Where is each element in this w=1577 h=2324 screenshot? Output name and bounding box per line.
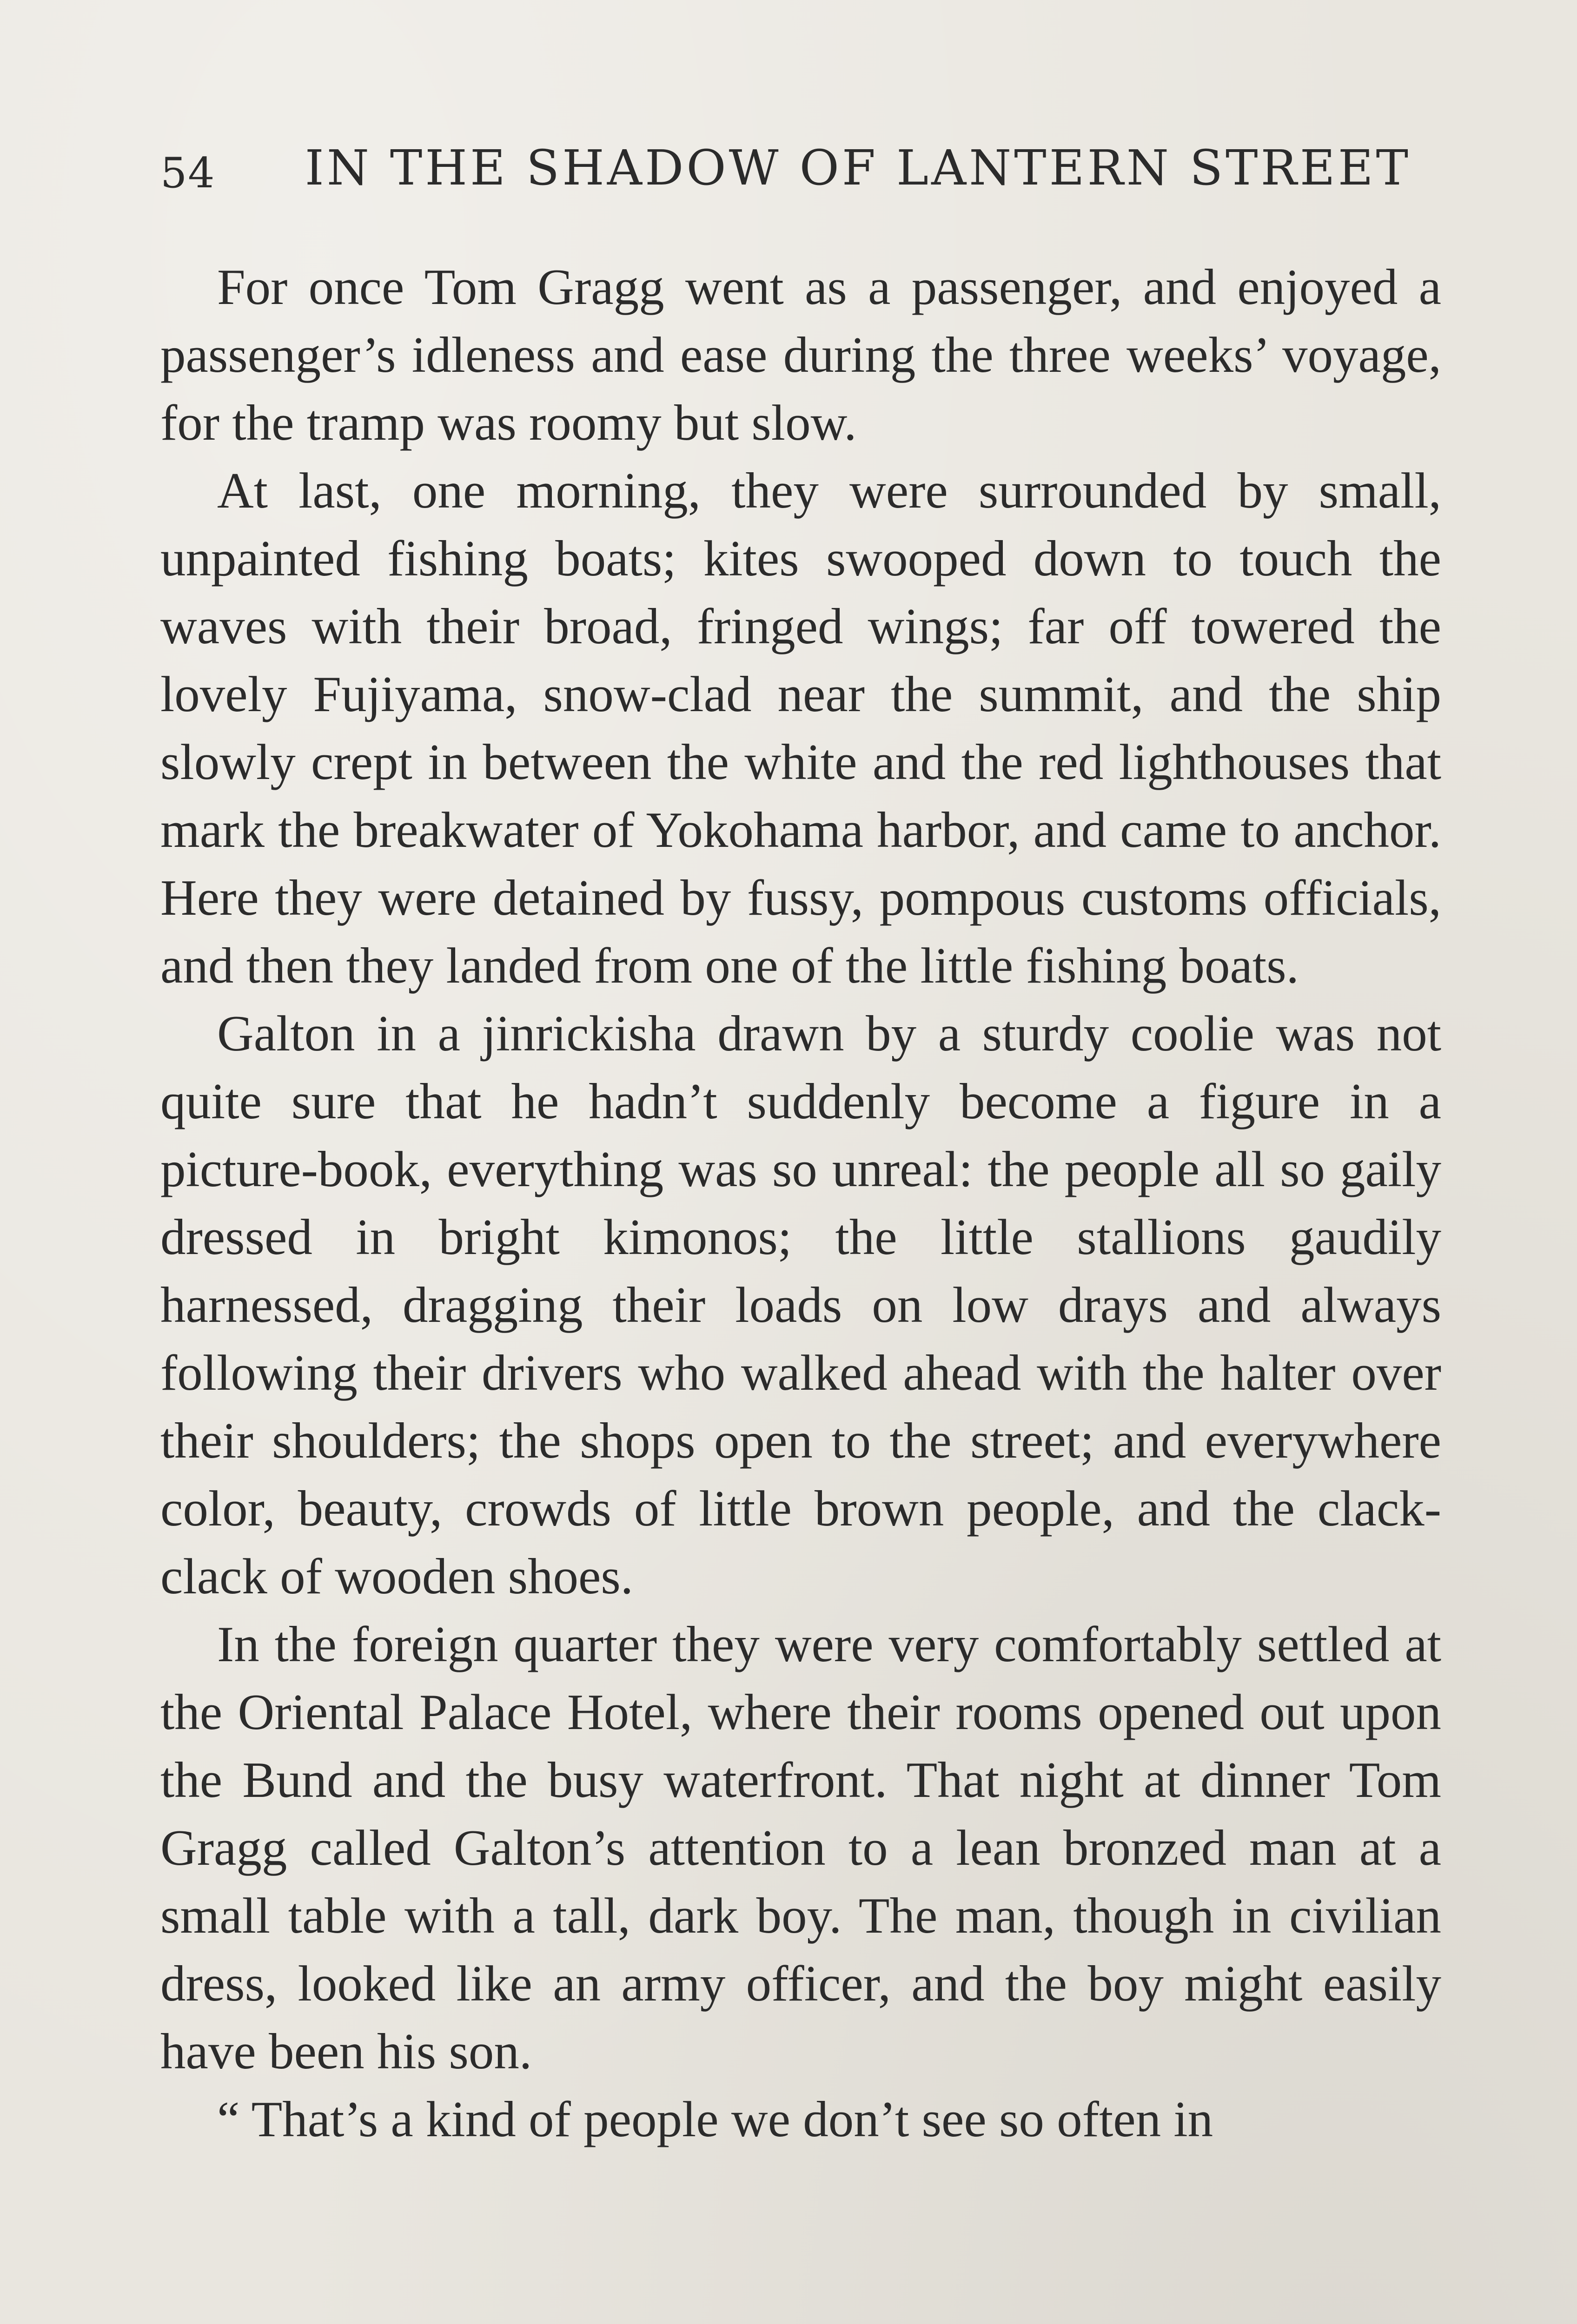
paragraph: “ That’s a kind of people we don’t see so often in (217, 2091, 1213, 2147)
paragraph: For once Tom Gragg went as a passenger, and enjoyed a passenger’s idleness and ease during the three weeks’ voyage, for the tramp was roomy but slow. (160, 259, 1441, 451)
body-text (160, 253, 1441, 2153)
page-number: 54 (160, 149, 216, 198)
running-head-title: IN THE SHADOW OF LANTERN STREET (305, 139, 1411, 196)
running-head (160, 139, 1411, 214)
paragraph: Galton in a jinrickisha drawn by a sturdy coolie was not quite sure that he hadn’t suddenly become a figure in a picture-book, everything was so unreal: the people all so gaily dressed in bright kimonos; the little stallions gaudily harnessed, dragging their loads on low drays and always following their drivers who walked ahead with the halter over their shoulders; the shops open to the street; and everywhere color, beauty, crowds of little brown people, and the clack-clack of wooden shoes. (160, 1005, 1441, 1604)
paragraph: In the foreign quarter they were very comfortably settled at the Oriental Palace Hotel, where their rooms opened out upon the Bund and the busy waterfront. That night at dinner Tom Gragg called Galton’s attention to a lean bronzed man at a small table with a tall, dark boy. The man, though in civilian dress, looked like an army officer, and the boy might easily have been his son. (160, 1616, 1441, 2080)
paragraph: At last, one morning, they were surrounded by small, unpainted fishing boats; kites swooped down to touch the waves with their broad, fringed wings; far off towered the lovely Fujiyama, snow-clad near the summit, and the ship slowly crept in between the white and the red lighthouses that mark the breakwater of Yokohama harbor, and came to anchor. Here they were detained by fussy, pompous customs officials, and then they landed from one of the little fishing boats. (160, 462, 1441, 994)
